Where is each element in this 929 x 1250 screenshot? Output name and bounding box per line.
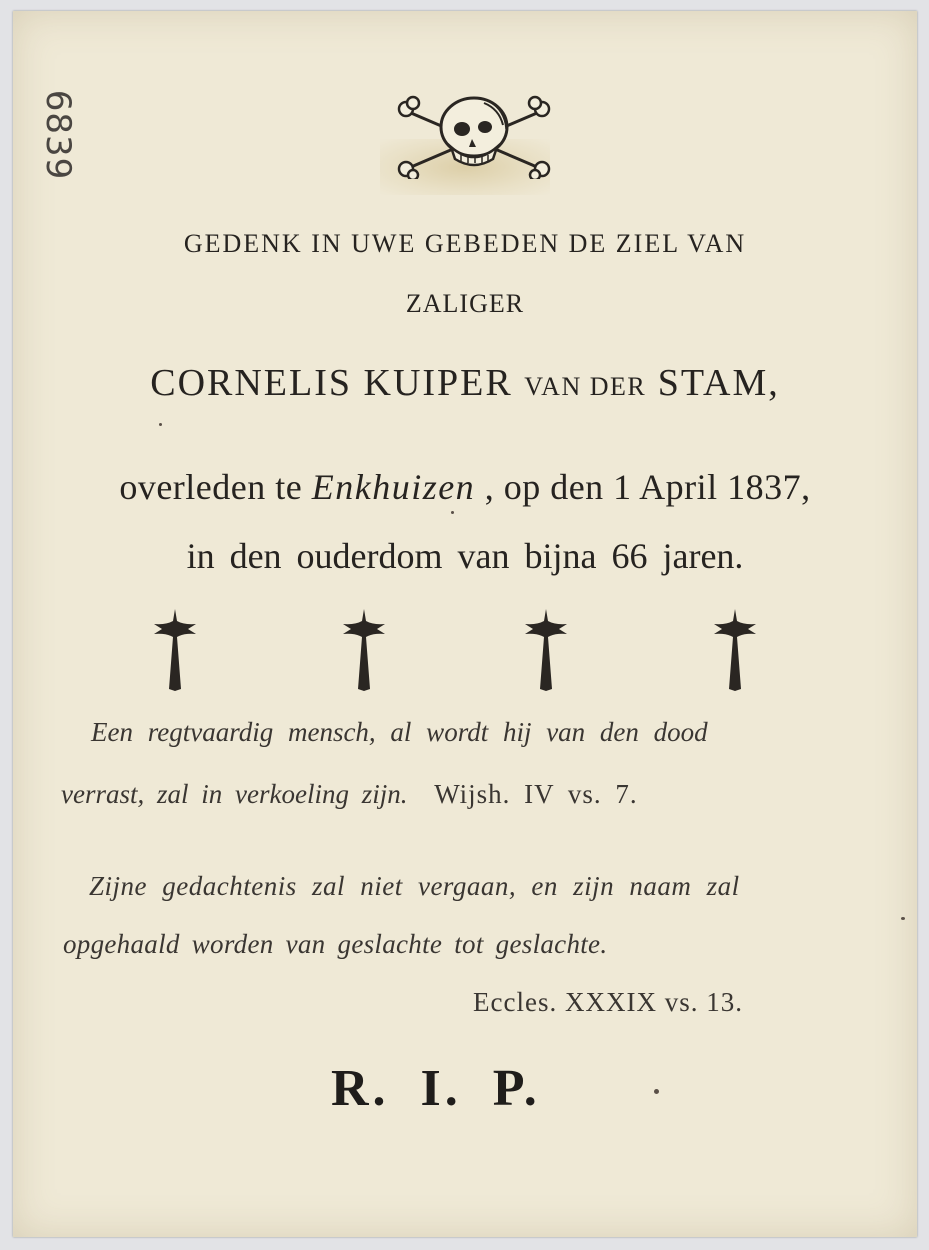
cross-icon (339, 607, 389, 693)
ink-speck (654, 1089, 659, 1094)
age-line: in den ouderdom van bijna 66 jaren. (186, 536, 744, 576)
quote1-line-1: Een regtvaardig mensch, al wordt hij van den dood (91, 717, 708, 747)
quote1-reference: Wijsh. IV vs. 7. (434, 779, 638, 809)
deceased-name (13, 361, 917, 405)
skull-and-crossbones-icon (389, 89, 559, 179)
name-first: CORNELIS KUIPER (150, 362, 513, 404)
ink-speck (901, 917, 905, 920)
death-place: Enkhuizen (311, 467, 476, 507)
quote2-line-2: opgehaald worden van geslachte tot geslachte. (63, 929, 608, 959)
header-line-2: ZALIGER (405, 289, 525, 318)
quote1-line-2 (61, 779, 638, 810)
quote2-reference: Eccles. XXXIX vs. 13. (473, 987, 743, 1017)
name-trailing-comma: , (768, 362, 780, 404)
name-particle: VAN DER (524, 372, 647, 401)
ink-speck (159, 423, 162, 426)
cross-icon (150, 607, 200, 693)
ink-speck (451, 511, 454, 514)
death-date: , op den 1 April 1837, (484, 467, 811, 507)
rip-closing: R. I. P. (331, 1060, 541, 1117)
name-last: STAM (657, 362, 769, 404)
cross-icon (521, 607, 571, 693)
cross-row (13, 607, 917, 697)
quote1-line-2-text: verrast, zal in verkoeling zijn. (61, 779, 408, 809)
inventory-number: 6839 (38, 89, 78, 181)
header-line-1: GEDENK IN UWE GEBEDEN DE ZIEL VAN (183, 229, 747, 258)
quote2-line-1: Zijne gedachtenis zal niet vergaan, en zijn naam zal (89, 871, 740, 901)
cross-icon (710, 607, 760, 693)
death-prefix: overleden te (119, 467, 303, 507)
memorial-card (13, 11, 917, 1237)
death-line (13, 466, 917, 508)
